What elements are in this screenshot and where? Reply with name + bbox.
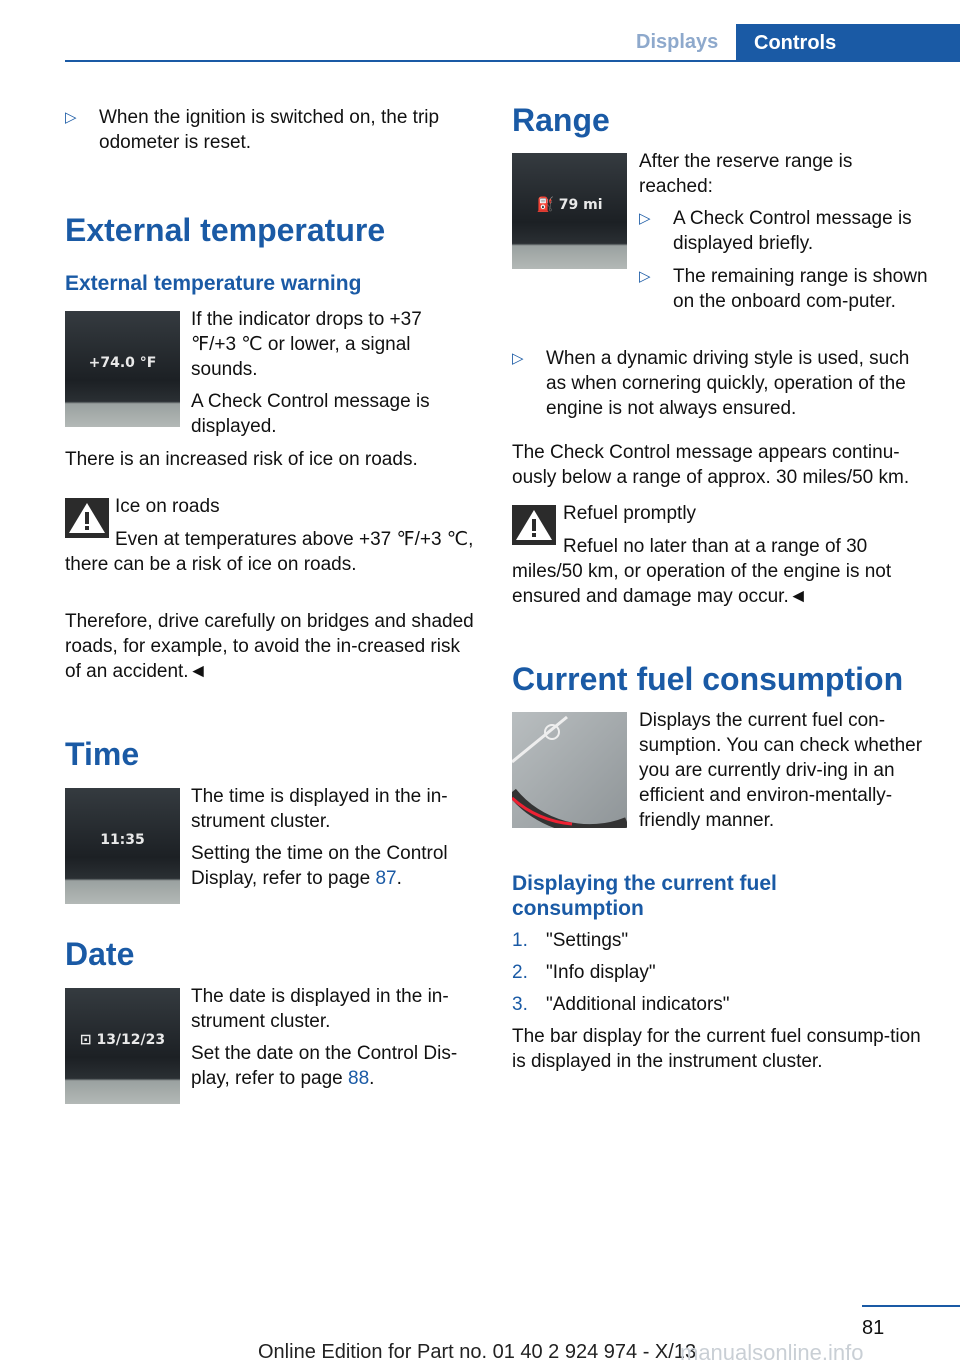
warning-body-ice: Even at temperatures above +37 ℉/+3 ℃, there can be a risk of ice on roads.: [65, 529, 474, 575]
section-title-date: Date: [65, 936, 135, 972]
date-text: [191, 984, 475, 1091]
temperature-display-image: [65, 311, 180, 427]
header-chapter-label: Controls: [754, 32, 837, 54]
list-item: 1. "Settings": [512, 930, 629, 951]
ext-temp-p1: If the indicator drops to +37 ℉/+3 ℃ or lower, a signal sounds.: [191, 309, 422, 380]
temperature-display-value: +74.0 °F: [88, 355, 157, 371]
fuel-pump-icon: ⛽: [536, 197, 559, 213]
warning-body-refuel: Refuel no later than at a range of 30 miles/50 km, or operation of the engine is not ensured and damage may occur.◄: [512, 536, 892, 607]
time-p1: The time is displayed in the in-strument cluster.: [191, 786, 448, 832]
triangle-bullet-icon: ▷: [512, 350, 524, 367]
warning-title-ice: Ice on roads: [115, 496, 220, 517]
time-display-image: [65, 788, 180, 904]
header-rule: [65, 60, 960, 62]
list-item: 3. "Additional indicators": [512, 994, 730, 1015]
ext-temp-p2: A Check Control message is displayed.: [191, 391, 430, 437]
ext-temp-p3: There is an increased risk of ice on roads.: [65, 449, 418, 470]
date-display-value: 13/12/23: [96, 1032, 166, 1048]
triangle-bullet-icon: ▷: [639, 210, 651, 227]
date-display-readout: [65, 1028, 180, 1053]
warning-body-ice-2: Therefore, drive carefully on bridges and shaded roads, for example, to avoid the in-creased risk of an accident.◄: [65, 611, 474, 682]
header-chapter-tab[interactable]: [736, 24, 960, 62]
bullet-ignition: [65, 105, 475, 155]
footer-edition: Online Edition for Part no. 01 40 2 924 974 - X/13: [258, 1341, 697, 1363]
fuel-p1: Displays the current fuel con-sumption. You can check whether you are currently driv-ing in an efficient and environ-mentally-friendly manner.: [639, 710, 923, 831]
watermark: manualsonline.info: [680, 1340, 864, 1365]
header-section-tab[interactable]: Displays: [636, 31, 719, 53]
range-text: [639, 149, 929, 314]
range-display-image: [512, 153, 627, 269]
section-title-time: Time: [65, 736, 140, 772]
page-number: 81: [862, 1317, 885, 1339]
steps-list: [512, 928, 927, 1017]
page-link-87[interactable]: 87: [375, 868, 397, 889]
warning-title-refuel: Refuel promptly: [563, 503, 697, 524]
date-display-image: [65, 988, 180, 1104]
time-p2: Setting the time on the Control Display, refer to page 87.: [191, 843, 448, 889]
date-p2: Set the date on the Control Dis-play, refer to page 88.: [191, 1043, 458, 1089]
subtitle-external-temperature-warning: External temperature warning: [65, 272, 362, 295]
time-text: [191, 784, 475, 891]
range-display-value: 79 mi: [558, 197, 603, 213]
triangle-bullet-icon: ▷: [65, 109, 77, 126]
triangle-bullet-icon: ▷: [639, 268, 651, 285]
list-item: 2. "Info display": [512, 962, 656, 983]
calendar-icon: ⊡: [79, 1032, 97, 1048]
fuel-gauge-image: [512, 712, 627, 828]
fuel-gauge-icon: [512, 712, 627, 828]
time-display-value: 11:35: [100, 832, 145, 848]
fuel-p2: The bar display for the current fuel consump-tion is displayed in the instrument cluster.: [512, 1026, 921, 1072]
page-link-88[interactable]: 88: [348, 1068, 370, 1089]
bullet-text: When the ignition is switched on, the trip odometer is reset.: [99, 107, 440, 153]
subtitle-displaying-fuel-consumption: Displaying the current fuel consumption: [512, 872, 777, 920]
date-p1: The date is displayed in the in-strument cluster.: [191, 986, 449, 1032]
ext-temp-text: [191, 307, 471, 439]
range-intro: After the reserve range is reached:: [639, 151, 853, 197]
range-bullet: ▷ The remaining range is shown on the onboard com-puter.: [639, 266, 928, 312]
section-title-external-temperature: External temperature: [65, 212, 386, 248]
footer-rule: [862, 1305, 960, 1307]
section-title-fuel-consumption: Current fuel consumption: [512, 661, 904, 697]
range-bullet: ▷ A Check Control message is displayed briefly.: [639, 208, 912, 254]
range-display-readout: [512, 193, 627, 218]
section-title-range: Range: [512, 102, 610, 138]
bullet-dynamic-driving: ▷ When a dynamic driving style is used, such as when cornering quickly, operation of the engine is not always ensured.: [512, 348, 910, 419]
range-p1: The Check Control message appears continu-ously below a range of approx. 30 miles/50 km.: [512, 442, 910, 488]
